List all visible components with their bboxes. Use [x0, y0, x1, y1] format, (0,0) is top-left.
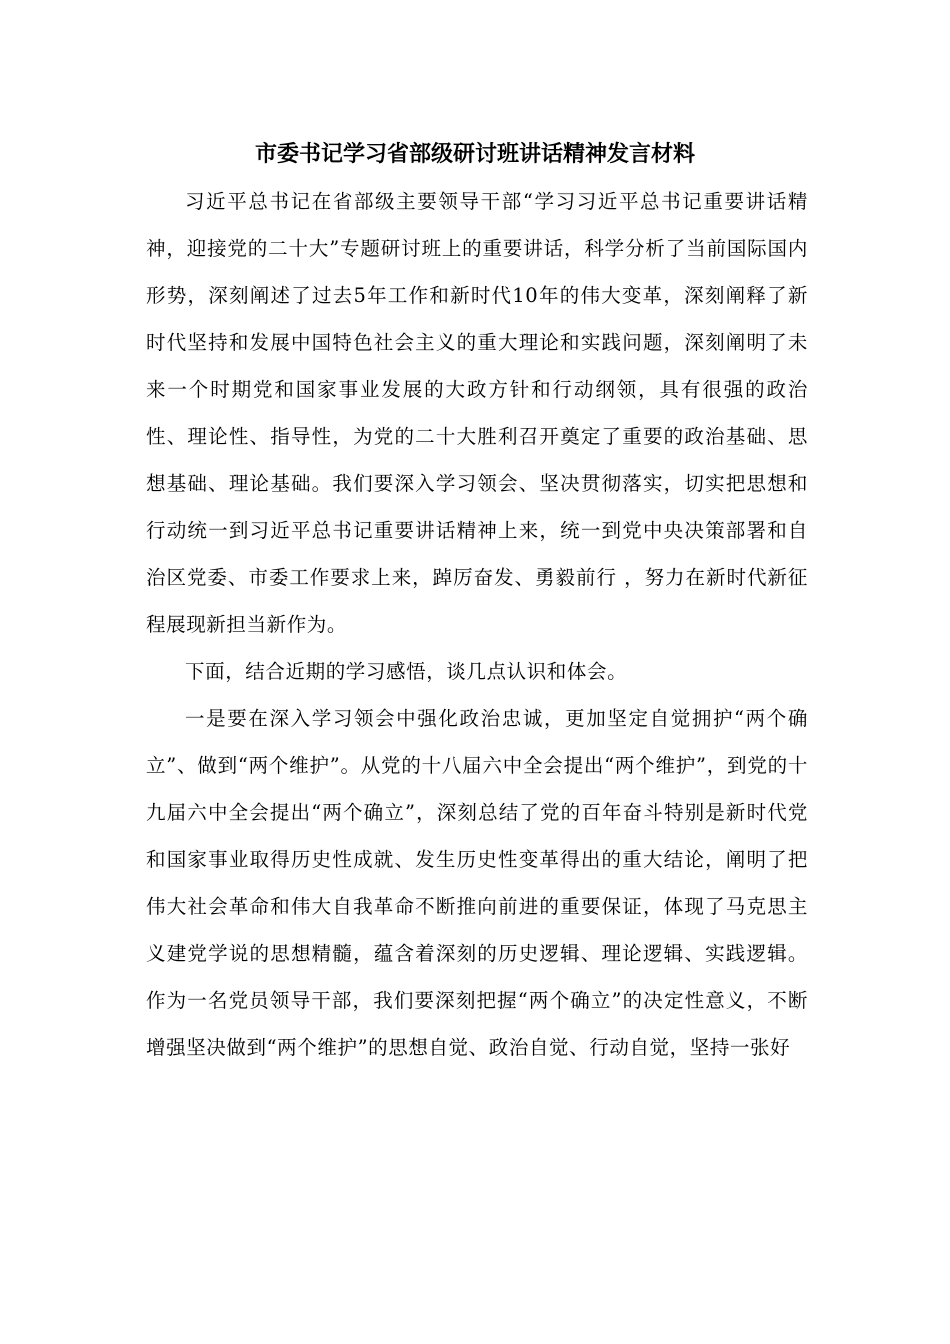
paragraph-intro: 习近平总书记在省部级主要领导干部“学习习近平总书记重要讲话精神，迎接党的二十大”专题研讨班上的重要讲话，科学分析了当前国际国内形势，深刻阐述了过去5年工作和新时代10年的伟大变革，深刻阐释了新时代坚持和发展中国特色社会主义的重大理论和实践问题，深刻阐明了未来一个时期党和国家事业发展的大政方针和行动纲领，具有很强的政治性、理论性、指导性，为党的二十大胜利召开奠定了重要的政治基础、思想基础、理论基础。我们要深入学习领会、坚决贯彻落实，切实把思想和行动统一到习近平总书记重要讲话精神上来，统一到党中央决策部署和自治区党委、市委工作要求上来，踔厉奋发、勇毅前行 ，努力在新时代新征程展现新担当新作为。	[146, 190, 808, 636]
paragraph-transition: 下面，结合近期的学习感悟，谈几点认识和体会。	[185, 660, 628, 683]
document-body	[146, 178, 808, 1071]
document-title: 市委书记学习省部级研讨班讲话精神发言材料	[254, 141, 695, 167]
paragraph-point-one: 一是要在深入学习领会中强化政治忠诚，更加坚定自觉拥护“两个确立”、做到“两个维护”。从党的十八届六中全会提出“两个维护”，到党的十九届六中全会提出“两个确立”，深刻总结了党的百年奋斗特别是新时代党和国家事业取得历史性成就、发生历史性变革得出的重大结论，阐明了把伟大社会革命和伟大自我革命不断推向前进的重要保证，体现了马克思主义建党学说的思想精髓，蕴含着深刻的历史逻辑、理论逻辑、实践逻辑。作为一名党员领导干部，我们要深刻把握“两个确立”的决定性意义，不断增强坚决做到“两个维护”的思想自觉、政治自觉、行动自觉，坚持一张好	[146, 707, 808, 1059]
